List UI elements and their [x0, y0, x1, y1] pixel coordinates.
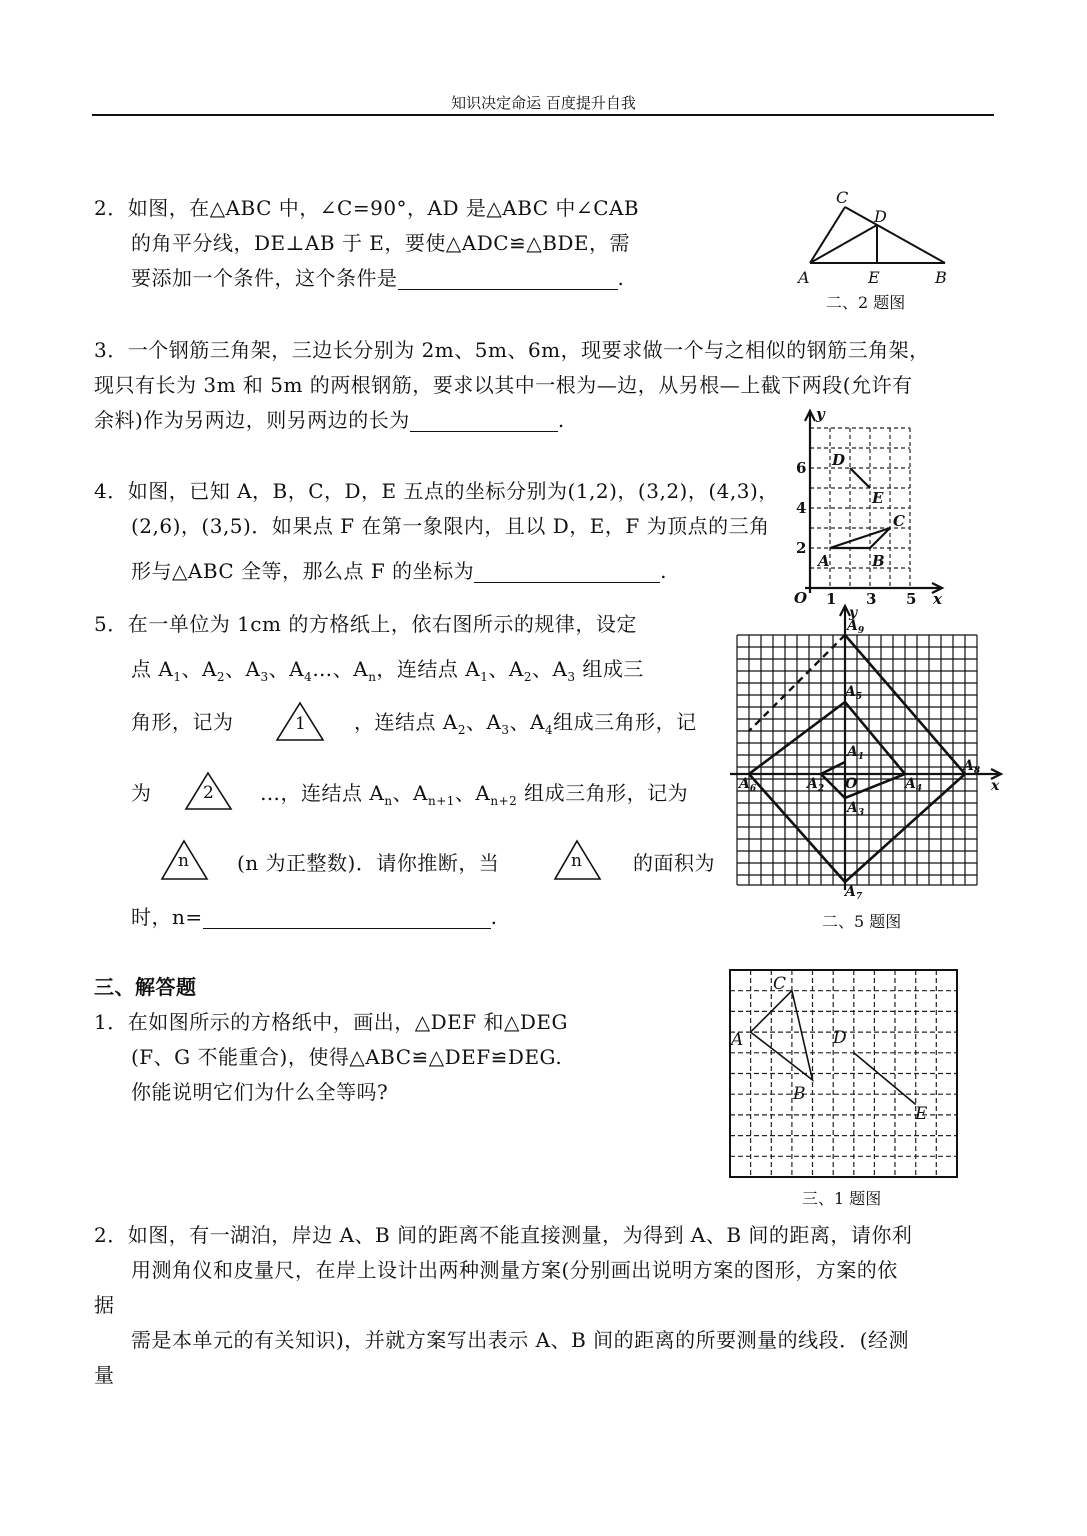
- svg-text:5: 5: [906, 590, 917, 605]
- q3-2-line3: 据: [94, 1293, 115, 1317]
- label-d: D: [874, 207, 887, 226]
- q2-5-line3a: 角形，记为: [131, 710, 234, 734]
- svg-text:O: O: [794, 589, 808, 605]
- q2-3-line3: 余料)作为另两边，则另两边的长为 .: [94, 408, 565, 432]
- triangle-1-icon: [274, 700, 326, 744]
- label-e: E: [868, 268, 880, 287]
- triangle-2-icon: [184, 770, 234, 812]
- q3-1-grid-figure: [725, 965, 965, 1185]
- label-d: D: [833, 1028, 847, 1048]
- svg-text:A7: $A_7$: [845, 884, 863, 900]
- q2-3-line1: 3．一个钢筋三角架，三边长分别为 2m、5m、6m，现要求做一个与之相似的钢筋三角架，: [94, 338, 930, 362]
- svg-text:n: n: [571, 851, 582, 871]
- svg-text:A8: $A_8$: [963, 758, 981, 776]
- q2-5-line4a: 为: [131, 781, 152, 805]
- q3-1-line2: (F、G 不能重合)，使得△ABC≌△DEF≌DEG.: [131, 1045, 563, 1069]
- point-c-label: C: [893, 512, 905, 530]
- label-c: C: [836, 188, 849, 207]
- q3-2-line5: 量: [94, 1363, 115, 1387]
- q2-5-line5b: 的面积为: [633, 851, 715, 875]
- answer-blank[interactable]: [398, 269, 618, 290]
- q2-5-line2: 点 $A_1$、$A_2$、$A_3$、$A_4\dots$、$A_n$，连结点 $A_1$、$A_2$、$A_3$ 组成三: [131, 657, 644, 684]
- triangle-n-icon: [160, 838, 210, 882]
- q2-2-line2: 的角平分线，DE⊥AB 于 E，要使△ADC≌△BDE，需: [131, 231, 631, 255]
- svg-text:O: O: [845, 776, 858, 792]
- q2-4-line3: 形与△ABC 全等，那么点 F 的坐标为 .: [131, 559, 668, 583]
- page-header: 知识决定命运 百度提升自我: [451, 94, 636, 112]
- q2-4-line2: (2,6)，(3,5)．如果点 F 在第一象限内，且以 D，E，F 为顶点的三角: [131, 514, 770, 538]
- q3-1-line3: 你能说明它们为什么全等吗?: [131, 1080, 389, 1104]
- label-e: E: [915, 1104, 928, 1124]
- q3-1-caption: 三、1 题图: [802, 1189, 882, 1208]
- svg-text:1: 1: [826, 590, 837, 605]
- label-a: A: [731, 1030, 744, 1050]
- svg-text:A9: $A_9$: [847, 618, 865, 636]
- q3-2-line2: 用测角仪和皮量尺，在岸上设计出两种测量方案(分别画出说明方案的图形，方案的依: [131, 1258, 898, 1282]
- svg-text:y: y: [849, 605, 858, 621]
- q2-2-line1: 2．如图，在△ABC 中，∠C=90°，AD 是△ABC 中∠CAB: [94, 196, 640, 220]
- label-b: B: [793, 1084, 806, 1104]
- q3-1-line1: 1．在如图所示的方格纸中，画出，△DEF 和△DEG: [94, 1010, 568, 1034]
- q2-5-caption: 二、5 题图: [822, 912, 902, 931]
- header-rule: [92, 114, 994, 116]
- q2-4-coordinate-figure: [790, 405, 950, 605]
- svg-text:y: y: [816, 405, 825, 423]
- answer-blank[interactable]: [203, 908, 491, 929]
- q2-4-line1: 4．如图，已知 A，B，C，D，E 五点的坐标分别为(1,2)，(3,2)，(4,3)，: [94, 479, 779, 503]
- q2-5-spiral-figure: [725, 600, 1015, 900]
- q2-3-line2: 现只有长为 3m 和 5m 的两根钢筋，要求以其中一根为—边，从另根—上截下两段(允许有: [94, 373, 913, 397]
- answer-blank[interactable]: [474, 562, 660, 583]
- point-a-label: A: [818, 552, 830, 570]
- svg-text:6: 6: [796, 459, 807, 477]
- q2-5-line4b: …，连结点 $A_n$、$A_{n+1}$、$A_{n+2}$ 组成三角形，记为: [260, 781, 689, 808]
- svg-text:2: 2: [796, 539, 807, 557]
- point-b-label: B: [872, 552, 885, 570]
- triangle-n-icon: [553, 838, 603, 882]
- q2-2-caption: 二、2 题图: [826, 293, 906, 312]
- q3-2-line4: 需是本单元的有关知识)，并就方案写出表示 A、B 间的距离的所要测量的线段．(经测: [131, 1328, 909, 1352]
- svg-text:A4: $A_4$: [905, 776, 923, 794]
- svg-text:n: n: [178, 851, 189, 871]
- q2-5-line6: 时，n= .: [131, 905, 498, 929]
- svg-text:x: x: [991, 778, 1000, 794]
- svg-text:3: 3: [866, 590, 877, 605]
- label-a: A: [798, 268, 810, 287]
- q2-5-line1: 5．在一单位为 1cm 的方格纸上，依右图所示的规律，设定: [94, 612, 637, 636]
- q2-2-line3: 要添加一个条件，这个条件是 .: [131, 266, 625, 290]
- svg-text:A3: $A_3$: [847, 800, 865, 818]
- q2-5-line5a: (n 为正整数)．请你推断，当: [237, 851, 500, 875]
- point-e-label: E: [872, 489, 884, 507]
- svg-text:A1: $A_1$: [847, 744, 865, 762]
- q2-5-line3b: ，连结点 $A_2$、$A_3$、$A_4$组成三角形，记: [354, 710, 697, 737]
- q2-2-figure: [790, 185, 960, 290]
- q3-2-line1: 2．如图，有一湖泊，岸边 A、B 间的距离不能直接测量，为得到 A、B 间的距离，请你利: [94, 1223, 913, 1247]
- svg-text:A2: $A_2$: [807, 776, 825, 794]
- label-c: C: [773, 974, 787, 994]
- label-b: B: [935, 268, 947, 287]
- svg-text:A5: $A_5$: [845, 684, 863, 702]
- svg-text:1: 1: [295, 714, 306, 734]
- svg-text:A6: $A_6$: [739, 776, 757, 794]
- section-3-title: 三、解答题: [94, 975, 197, 999]
- svg-text:x: x: [933, 590, 942, 605]
- svg-text:2: 2: [203, 783, 214, 803]
- answer-blank[interactable]: [410, 411, 558, 432]
- svg-text:4: 4: [796, 499, 807, 517]
- point-d-label: D: [832, 451, 846, 469]
